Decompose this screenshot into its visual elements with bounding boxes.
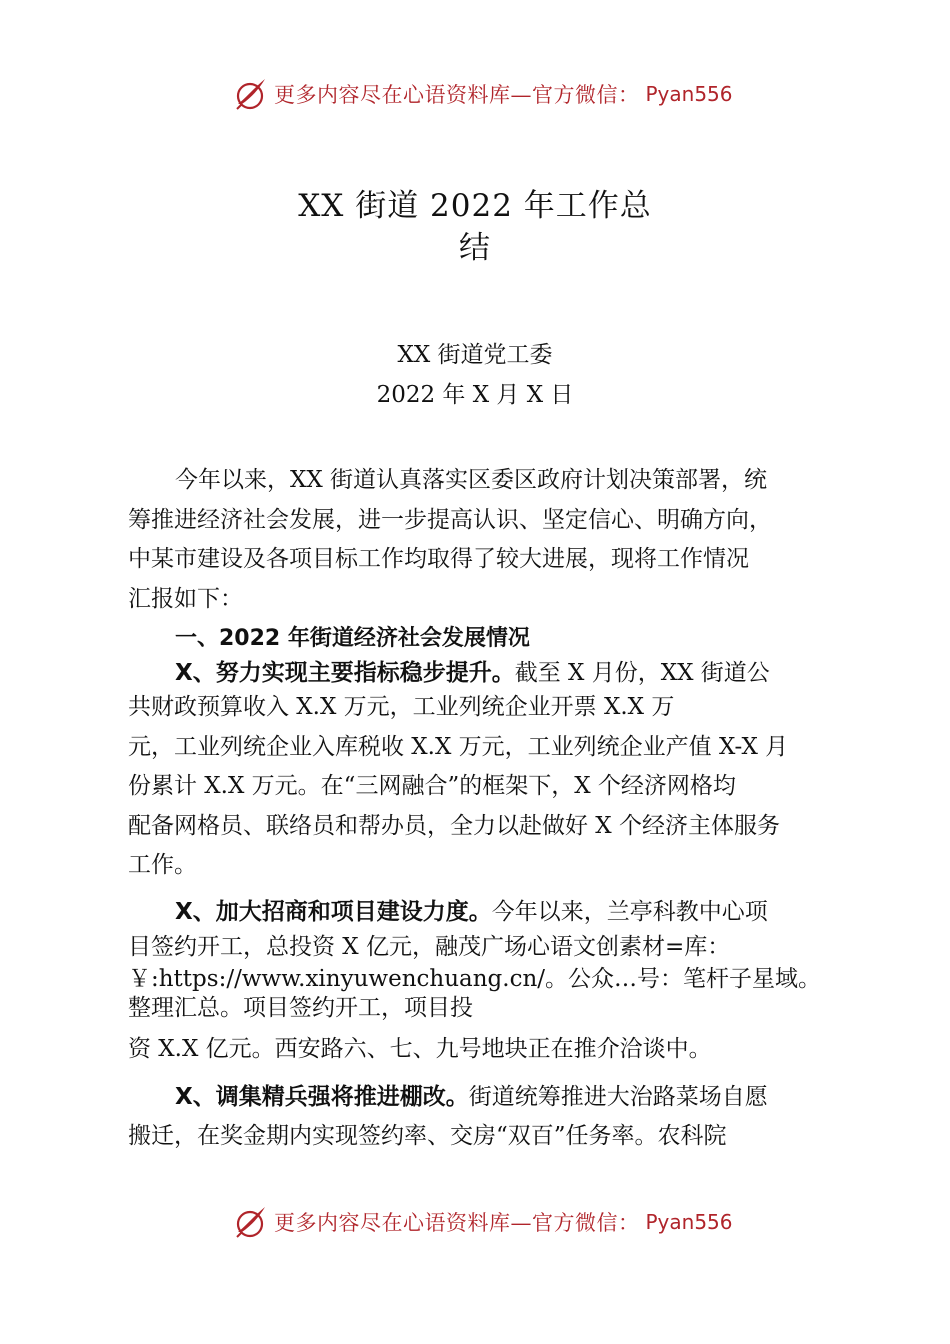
item2-first-line	[175, 897, 768, 927]
footer-banner	[232, 1202, 733, 1242]
item3-line: 搬迁，在奖金期内实现签约率、交房“双百”任务率。农科院	[128, 1123, 727, 1149]
item2-line: 资 X.X 亿元。西安路六、七、九号地块正在推介洽谈中。	[128, 1036, 712, 1062]
item1-line: 工作。	[128, 852, 197, 878]
item2-line: ￥:https://www.xinyuwenchuang.cn/。公众…号：笔杆子星域。	[128, 966, 822, 992]
item1-first-line	[175, 658, 770, 688]
item3-first-line	[175, 1082, 768, 1112]
item3-first-line-rest: 街道统筹推进大治路菜场自愿	[468, 1084, 768, 1110]
document-date: 2022 年 X 月 X 日	[376, 382, 574, 408]
intro-line: 中某市建设及各项目标工作均取得了较大进展，现将工作情况	[128, 546, 749, 572]
banner-text: 更多内容尽在心语资料库—官方微信：	[274, 1211, 640, 1235]
banner-contact: Pyan556	[645, 82, 733, 106]
item2-first-line-rest: 今年以来，兰亭科教中心项	[491, 899, 768, 925]
document-title-line2: 结	[459, 230, 491, 266]
quill-logo-icon	[232, 1204, 268, 1240]
intro-line: 筹推进经济社会发展，进一步提高认识、坚定信心、明确方向，	[128, 507, 772, 533]
banner-text: 更多内容尽在心语资料库—官方微信：	[274, 83, 640, 107]
item1-line: 共财政预算收入 X.X 万元，工业列统企业开票 X.X 万	[128, 694, 675, 720]
section-heading: 一、2022 年街道经济社会发展情况	[175, 626, 530, 651]
item2-heading: X、加大招商和项目建设力度。	[175, 899, 492, 925]
banner-contact: Pyan556	[645, 1210, 733, 1234]
item1-line: 元，工业列统企业入库税收 X.X 万元，工业列统企业产值 X-X 月	[128, 734, 789, 760]
intro-line: 今年以来，XX 街道认真落实区委区政府计划决策部署，统	[175, 467, 768, 493]
item2-line: 整理汇总。项目签约开工，项目投	[128, 995, 473, 1021]
item2-line: 目签约开工，总投资 X 亿元，融茂广场心语文创素材=库：	[128, 934, 731, 960]
header-banner	[232, 74, 733, 114]
item1-line: 配备网格员、联络员和帮办员，全力以赴做好 X 个经济主体服务	[128, 813, 780, 839]
document-title-line1: XX 街道 2022 年工作总	[298, 188, 652, 224]
item1-heading: X、努力实现主要指标稳步提升。	[175, 660, 515, 686]
item3-heading: X、调集精兵强将推进棚改。	[175, 1084, 469, 1110]
intro-line: 汇报如下：	[128, 586, 243, 612]
item1-line: 份累计 X.X 万元。在“三网融合”的框架下，X 个经济网格均	[128, 773, 736, 799]
document-author: XX 街道党工委	[397, 342, 553, 368]
item1-first-line-rest: 截至 X 月份，XX 街道公	[514, 660, 770, 686]
quill-logo-icon	[232, 76, 268, 112]
